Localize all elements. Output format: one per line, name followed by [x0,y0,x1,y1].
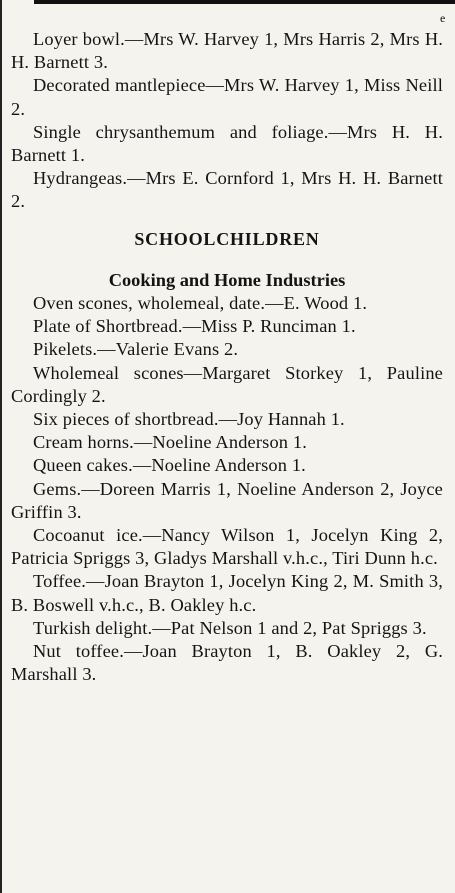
entry-single-chrysanthemum: Single chrysanthemum and foliage.—Mrs H. H. Barnett 1. [11,121,443,166]
entry-nut-toffee: Nut toffee.—Joan Brayton 1, B. Oakley 2, G. Marshall 3. [11,641,443,685]
left-column-rule [0,0,2,893]
entry-decorated-mantlepiece: Decorated mantlepiece—Mrs W. Harvey 1, Miss Neill 2. [11,75,443,119]
prize-list-article [11,28,443,686]
entry-wholemeal-scones: Wholemeal scones—Margaret Storkey 1, Pauline Cordingly 2. [11,362,443,406]
entry-cream-horns: Cream horns.—Noeline Anderson 1. [33,432,307,453]
entry-toffee: Toffee.—Joan Brayton 1, Jocelyn King 2, M. Smith 3, B. Boswell v.h.c., B. Oakley h.c. [11,571,443,615]
entry-gems: Gems.—Doreen Marris 1, Noeline Anderson 2, Joyce Griffin 3. [11,478,443,522]
entry-pikelets: Pikelets.—Valerie Evans 2. [33,339,239,360]
entry-hydrangeas: Hydrangeas.—Mrs E. Cornford 1, Mrs H. H. Barnett 2. [11,168,443,212]
subheading-cooking: Cooking and Home Industries [108,269,346,290]
entry-shortbread-plate: Plate of Shortbread.—Miss P. Runciman 1. [33,316,356,337]
entry-cocoanut-ice: Cocoanut ice.—Nancy Wilson 1, Jocelyn King 2, Patricia Spriggs 3, Gladys Marshall v.h.c., Tiri Dunn h.c. [11,525,443,569]
entry-turkish-delight: Turkish delight.—Pat Nelson 1 and 2, Pat Spriggs 3. [33,617,427,638]
entry-oven-scones: Oven scones, wholemeal, date.—E. Wood 1. [33,293,368,314]
section-heading-schoolchildren: SCHOOLCHILDREN [134,228,320,249]
top-column-rule [34,0,455,4]
entry-loyer-bowl: Loyer bowl.—Mrs W. Harvey 1, Mrs Harris 2, Mrs H. H. Barnett 3. [11,29,443,73]
entry-queen-cakes: Queen cakes.—Noeline Anderson 1. [33,455,306,476]
corner-mark: e [440,11,446,25]
entry-six-shortbread: Six pieces of shortbread.—Joy Hannah 1. [33,409,345,430]
